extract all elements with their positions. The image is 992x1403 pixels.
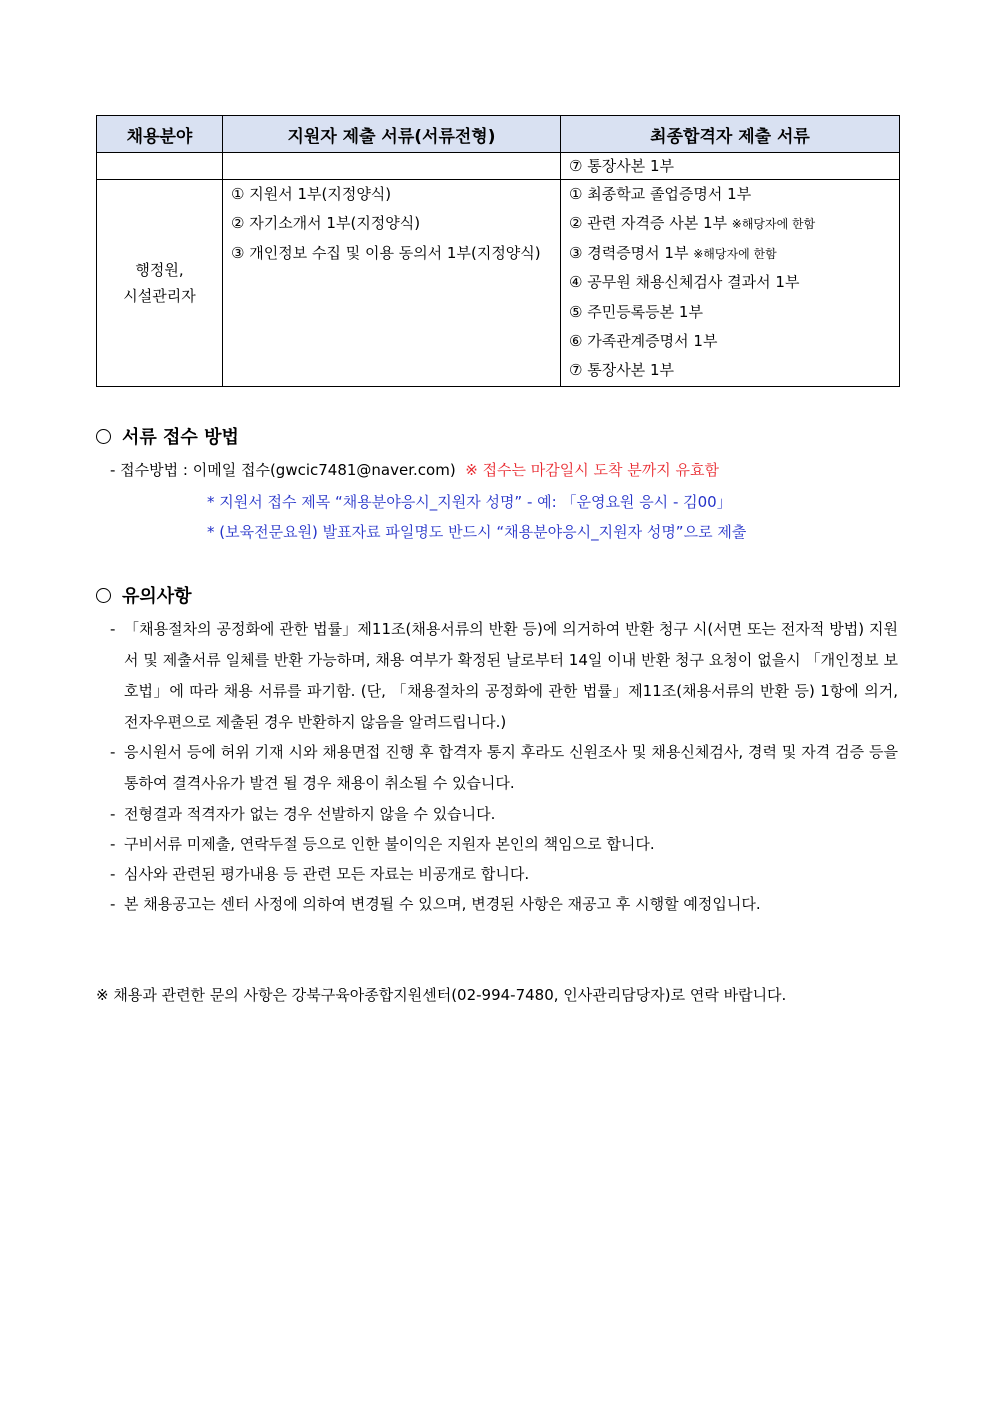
caution-item: - 본 채용공고는 센터 사정에 의하여 변경될 수 있으며, 변경된 사항은 재공고 후 시행할 예정입니다. xyxy=(110,895,761,913)
caution-item: - 응시원서 등에 허위 기재 시와 채용면접 진행 후 합격자 통지 후라도 신원조사 및 채용신체검사, 경력 및 자격 검증 등을 통하여 결격사유가 발견 될 경우 채용이 취소될 수 있습니다. xyxy=(110,743,898,792)
header-applicant-docs: 지원자 제출 서류(서류전형) xyxy=(223,116,561,153)
header-final-docs: 최종합격자 제출 서류 xyxy=(561,116,900,153)
cell-final xyxy=(561,153,900,180)
cell-applicant-docs xyxy=(223,180,561,387)
caution-item: - 「채용절차의 공정화에 관한 법률」제11조(채용서류의 반환 등)에 의거하여 반환 청구 시(서면 또는 전자적 방법) 지원서 및 제출서류 일체를 반환 가능하며, 채용 여부가 확정된 날로부터 14일 이내 반환 청구 요청이 없을시 「개인정보 보호법」에 따라 채용 서류를 파기함. (단, 「채용절차의 공정화에 관한 법률」제11조(채용서류의 반환 등) 1항에 의거, 전자우편으로 제출된 경우 반환하지 않음을 알려드립니다.) xyxy=(110,620,898,731)
final-doc-item: ① 최종학교 졸업증명서 1부 xyxy=(569,185,752,203)
circle-bullet-icon xyxy=(96,588,111,603)
final-doc-item: ② 관련 자격증 사본 1부 ※해당자에 한함 xyxy=(569,214,816,233)
final-doc-item: ④ 공무원 채용신체검사 결과서 1부 xyxy=(569,273,800,292)
cell-field-admin xyxy=(97,180,223,387)
caution-item: - 전형결과 적격자가 없는 경우 선발하지 않을 수 있습니다. xyxy=(110,805,496,823)
submission-note-filename: * (보육전문요원) 발표자료 파일명도 반드시 “채용분야응시_지원자 성명”으로 제출 xyxy=(207,523,747,541)
submission-method-line: - 접수방법 : 이메일 접수(gwcic7481@naver.com) ※ 접수는 마감일시 도착 분까지 유효함 xyxy=(110,461,719,479)
submission-section-title: 서류 접수 방법 xyxy=(96,423,239,449)
applicant-doc-item: ① 지원서 1부(지정양식) xyxy=(231,185,392,203)
final-doc-item: ⑥ 가족관계증명서 1부 xyxy=(569,331,718,350)
header-field: 채용분야 xyxy=(97,116,223,153)
table-header-row xyxy=(97,116,900,153)
caution-item: - 심사와 관련된 평가내용 등 관련 모든 자료는 비공개로 합니다. xyxy=(110,865,530,883)
applicant-doc-item: ② 자기소개서 1부(지정양식) xyxy=(231,214,421,233)
applicant-doc-item: ③ 개인정보 수집 및 이용 동의서 1부(지정양식) xyxy=(231,243,541,262)
applicability-note: ※해당자에 한함 xyxy=(693,246,777,261)
circle-bullet-icon xyxy=(96,429,111,444)
table-row-continuation xyxy=(97,153,900,180)
required-documents-table xyxy=(96,115,900,387)
cell-final-docs xyxy=(561,180,900,387)
final-doc-item: ③ 경력증명서 1부 ※해당자에 한함 xyxy=(569,243,777,262)
final-doc-item: ⑤ 주민등록등본 1부 xyxy=(569,302,703,321)
final-doc-item: ⑦ 통장사본 1부 xyxy=(569,361,674,380)
cell-field xyxy=(97,153,223,180)
field-name-line: 시설관리자 xyxy=(123,286,196,305)
submission-note-title: * 지원서 접수 제목 “채용분야응시_지원자 성명” - 예: 「운영요원 응시 - 김00」 xyxy=(207,493,732,511)
caution-item: - 구비서류 미제출, 연락두절 등으로 인한 불이익은 지원자 본인의 책임으로 합니다. xyxy=(110,835,655,853)
deadline-warning: ※ 접수는 마감일시 도착 분까지 유효함 xyxy=(465,461,719,479)
table-row-admin xyxy=(97,180,900,387)
final-doc-item: ⑦ 통장사본 1부 xyxy=(569,157,674,175)
cautions-section-title: 유의사항 xyxy=(96,582,192,608)
contact-note: ※ 채용과 관련한 문의 사항은 강북구육아종합지원센터(02-994-7480, 인사관리담당자)로 연락 바랍니다. xyxy=(96,986,787,1004)
field-name-line: 행정원, xyxy=(135,260,184,279)
cell-applicant xyxy=(223,153,561,180)
applicability-note: ※해당자에 한함 xyxy=(731,217,816,232)
